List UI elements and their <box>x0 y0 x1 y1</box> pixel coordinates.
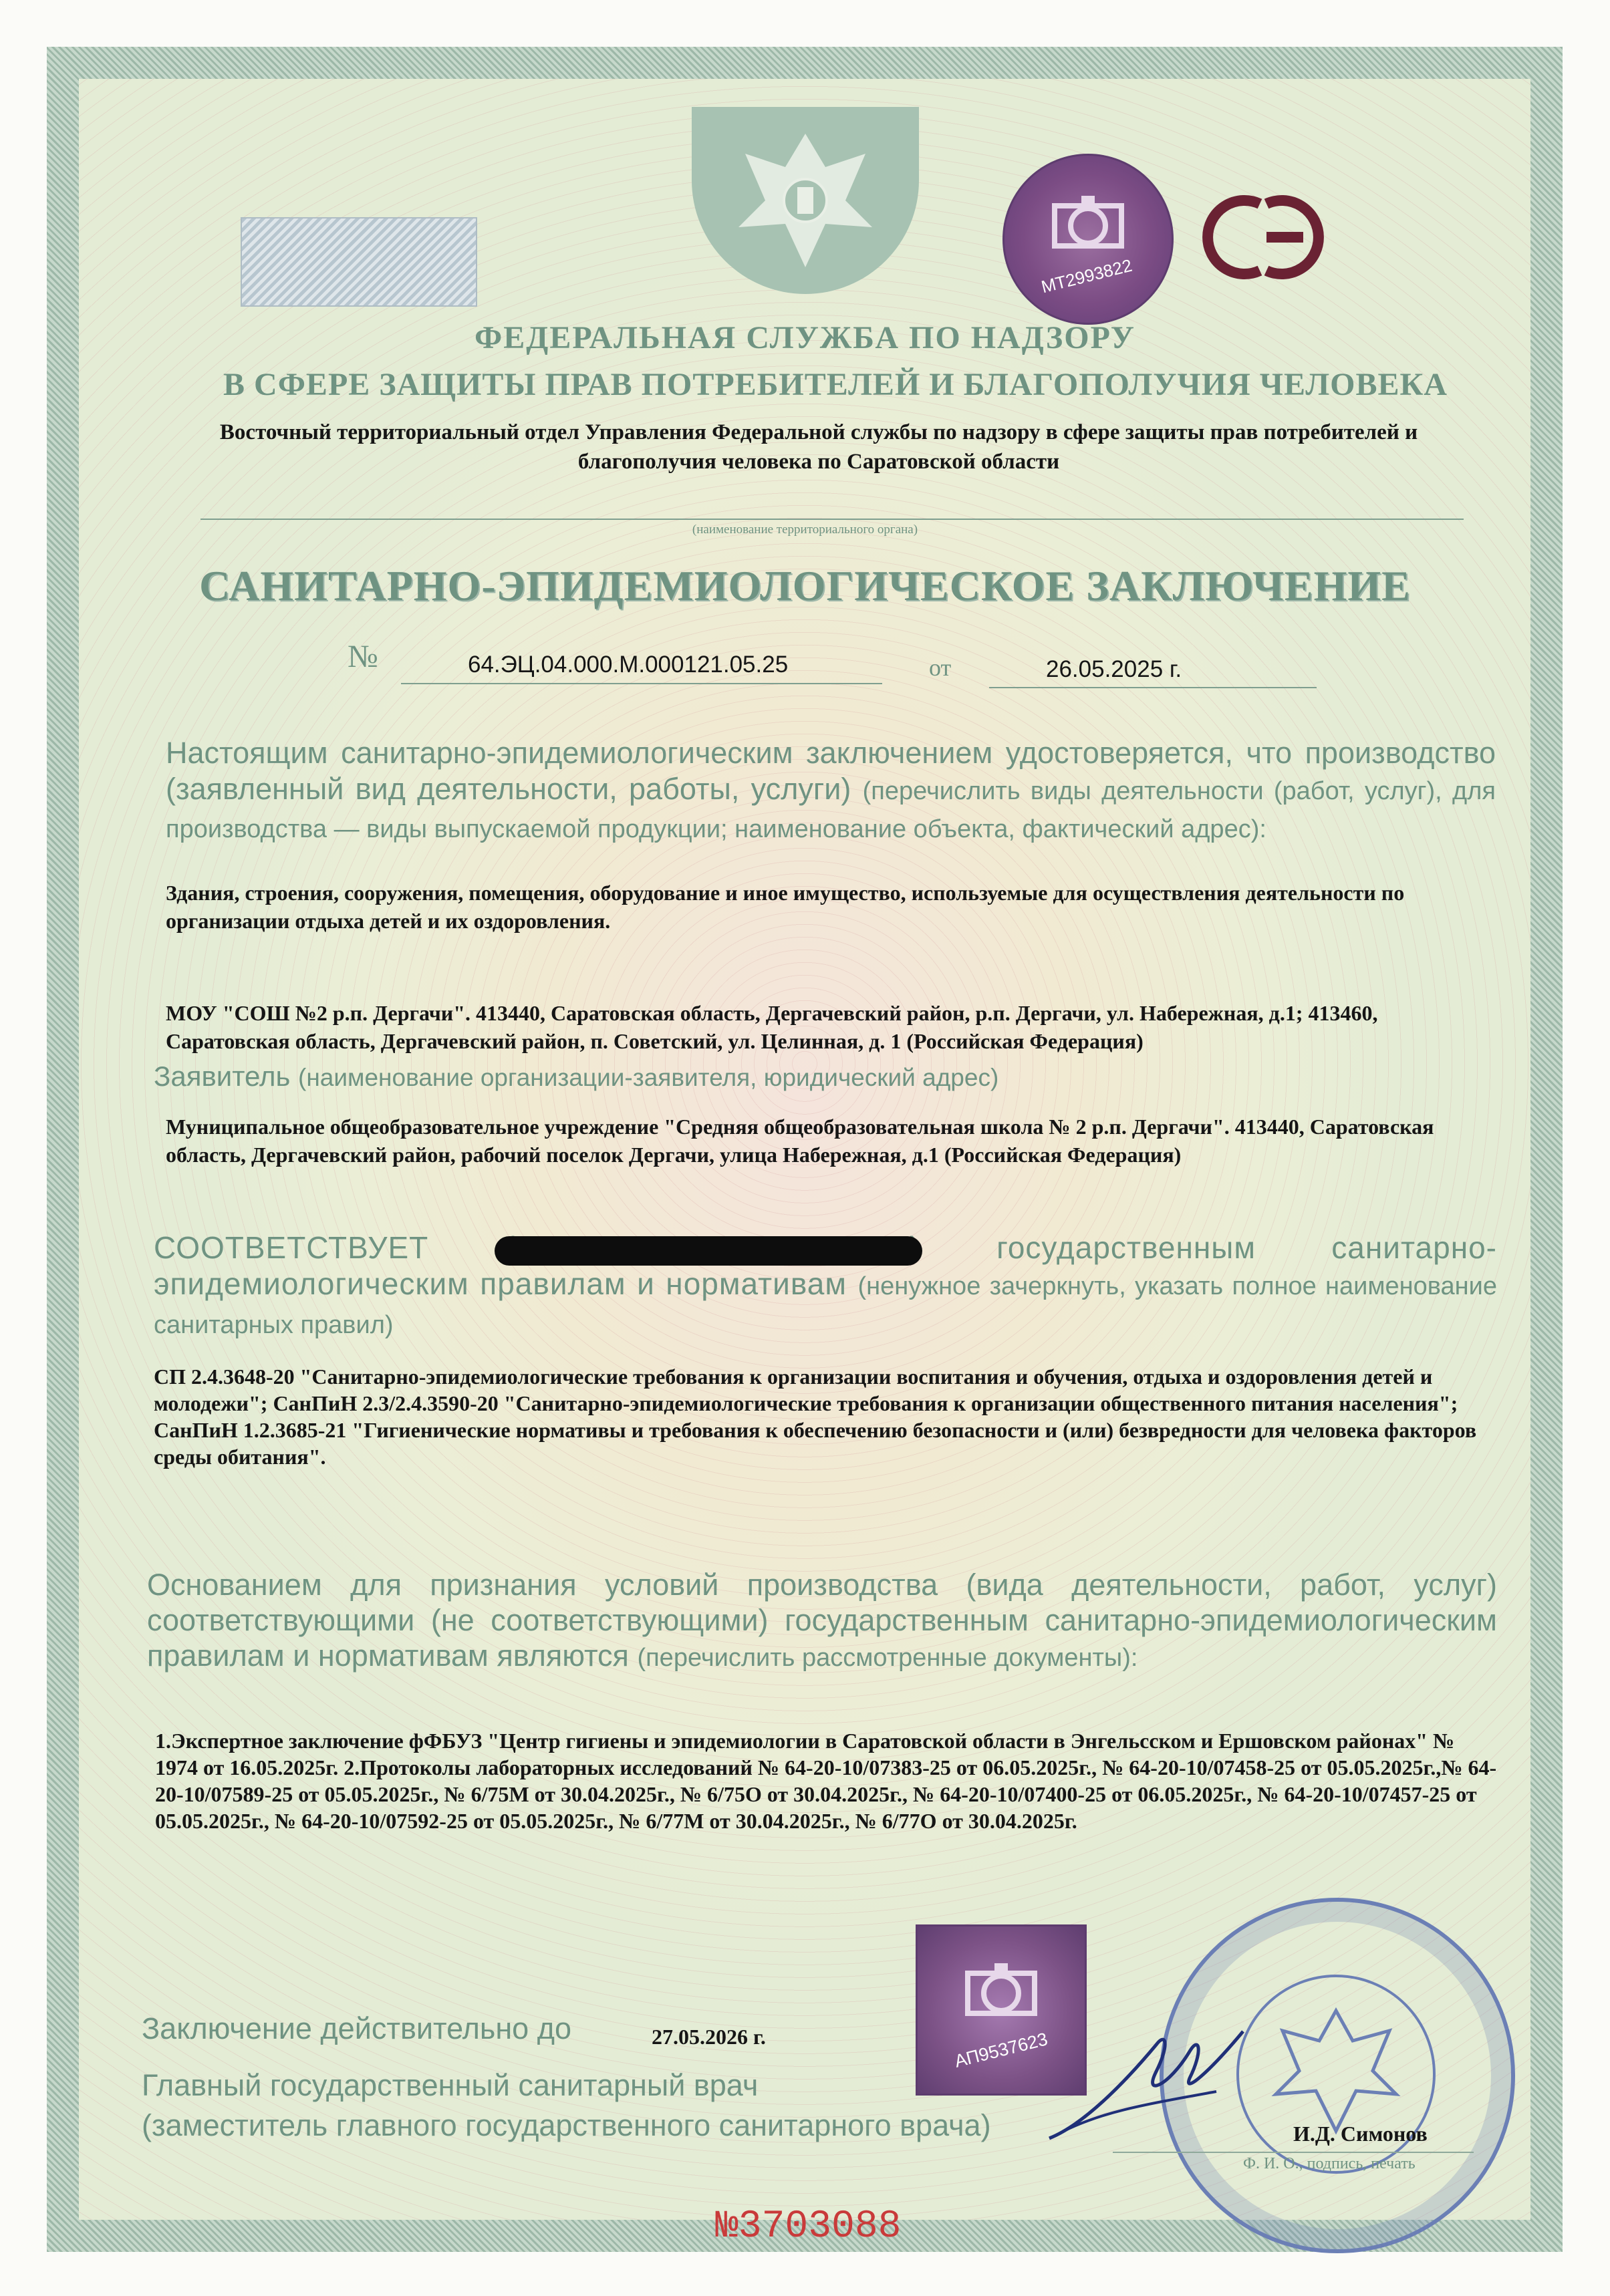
compliance-text: государственным санитарно-эпидемиологическим правилам и нормативам <box>154 1230 1497 1301</box>
certificate-number: 64.ЭЦ.04.000.М.000121.05.25 <box>468 652 789 678</box>
hologram-stamp-code: МТ2993822 <box>1039 255 1134 297</box>
compliance-text-small: (ненужное зачеркнуть, указать полное наименование санитарных правил) <box>154 1272 1497 1339</box>
handwritten-signature <box>1043 2005 1263 2162</box>
hologram-stamp-bottom-code: АП9537623 <box>952 2029 1050 2071</box>
signature-caption: Ф. И. О., подпись, печать <box>1243 2155 1416 2172</box>
certificate-date: 26.05.2025 г. <box>1046 656 1182 682</box>
signatory-title: Главный государственный санитарный врач <box>142 2068 759 2102</box>
territorial-body: Восточный территориальный отдел Управления Федеральной службы по надзору в сфере защиты прав потребителей и благополучия человека по Саратовской области <box>219 420 1418 474</box>
date-from-label: от <box>929 654 952 681</box>
number-underline <box>401 683 882 684</box>
territorial-body-caption: (наименование территориального органа) <box>692 523 918 537</box>
agency-title-line1: ФЕДЕРАЛЬНАЯ СЛУЖБА ПО НАДЗОРУ <box>475 320 1135 355</box>
applicant-label-small: (наименование организации-заявителя, юридический адрес) <box>298 1064 999 1091</box>
validity-label: Заключение действительно до <box>142 2011 571 2045</box>
applicant-label: Заявитель <box>154 1060 291 1092</box>
agency-title-line2: В СФЕРЕ ЗАЩИТЫ ПРАВ ПОТРЕБИТЕЛЕЙ И БЛАГОПОЛУЧИЯ ЧЕЛОВЕКА <box>223 367 1448 402</box>
conformity-mark <box>1186 187 1340 291</box>
compliance-word: СООТВЕТСТВУЕТ <box>154 1230 429 1265</box>
activity-object: МОУ "СОШ №2 р.п. Дергачи". 413440, Саратовская область, Дергачевский район, р.п. Дергачи, ул. Набережная, д.1; 413460, Саратовская область, Дергачевский район, п. Советский, ул. Целинная, д. 1 (Российская Федерация) <box>166 1001 1378 1053</box>
basis-heading-text: Основанием для признания условий производства (вида деятельности, работ, услуг) соответствующими (не соответствующими) государственным санитарно-эпидемиологическим правилам и нормативам являются <box>147 1568 1497 1673</box>
applicant-heading <box>154 1059 1490 1095</box>
territorial-body-underline <box>200 519 1464 520</box>
applicant-value: Муниципальное общеобразовательное учреждение "Средняя общеобразовательная школа № 2 р.п. Дергачи". 413440, Саратовская область, Дергачевский район, рабочий поселок Дергачи, улица Набережная, д.1 (Российская Федерация) <box>166 1115 1434 1167</box>
basis-documents: 1.Экспертное заключение фФБУЗ "Центр гигиены и эпидемиологии в Саратовской области в Энгельсском и Ершовском районах" № 1974 от 16.05.2025г. 2.Протоколы лабораторных исследований № 64-20-10/07383-25 от 06.05.2025г., № 64-20-10/07458-25 от 05.05.2025г.,№ 64-20-10/07589-25 от 05.05.2025г., № 6/75М от 30.04.2025г., № 6/75О от 30.04.2025г., № 64-20-10/07400-25 от 06.05.2025г., № 64-20-10/07457-25 от 05.05.2025г., № 64-20-10/07592-25 от 05.05.2025г., № 6/77М от 30.04.2025г., № 6/77О от 30.04.2025г. <box>155 1729 1497 1833</box>
basis-heading <box>147 1567 1497 1676</box>
date-underline <box>989 687 1317 688</box>
hologram-stamp <box>1002 154 1174 325</box>
activity-heading-small: (перечислить виды деятельности (работ, услуг), для производства — виды выпускаемой продукции; наименование объекта, фактический адрес): <box>166 777 1496 843</box>
document-title: САНИТАРНО-ЭПИДЕМИОЛОГИЧЕСКОЕ ЗАКЛЮЧЕНИЕ <box>199 562 1411 609</box>
activity-heading <box>166 735 1496 847</box>
activity-heading-text: Настоящим санитарно-эпидемиологическим заключением удостоверяется, что производство (заявленный вид деятельности, работы, услуги) <box>166 736 1496 806</box>
state-emblem <box>692 107 919 294</box>
signatory-name: И.Д. Симонов <box>1293 2122 1428 2146</box>
validity-date: 27.05.2026 г. <box>652 2025 766 2049</box>
signatory-title-deputy: (заместитель главного государственного санитарного врача) <box>142 2108 991 2142</box>
blank-serial-number: №3703088 <box>715 2205 902 2249</box>
signature-underline <box>1113 2152 1474 2153</box>
number-label: № <box>348 639 378 674</box>
hologram-strip <box>241 217 477 307</box>
strike-through-marker <box>495 1236 922 1266</box>
sanitary-rules: СП 2.4.3648-20 "Санитарно-эпидемиологические требования к организации воспитания и обучения, отдыха и оздоровления детей и молодежи"; СанПиН 2.3/2.4.3590-20 "Санитарно-эпидемиологические требования к организации общественного питания населения"; СанПиН 1.2.3685-21 "Гигиенические нормативы и требования к обеспечению безопасности и (или) безвредности для человека факторов среды обитания". <box>154 1365 1477 1469</box>
activity-value: Здания, строения, сооружения, помещения, оборудование и иное имущество, используемые для осуществления деятельности по организации отдыха детей и их оздоровления. <box>166 881 1405 933</box>
basis-heading-small: (перечислить рассмотренные документы): <box>637 1644 1138 1672</box>
